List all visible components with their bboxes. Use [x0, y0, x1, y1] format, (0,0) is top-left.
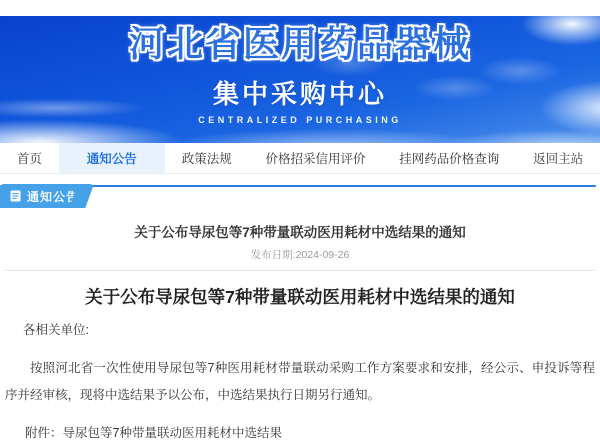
nav-item-notices[interactable]: 通知公告 — [59, 143, 165, 173]
site-title: 河北省医用药品器械 — [128, 23, 471, 64]
salutation: 各相关单位: — [23, 323, 89, 337]
breadcrumb-label: 通知公告 — [27, 189, 80, 204]
site-banner — [0, 16, 600, 143]
nav-item-return-main-site[interactable]: 返回主站 — [533, 152, 584, 166]
document-title: 关于公布导尿包等7种带量联动医用耗材中选结果的通知 — [85, 287, 515, 307]
nav-item-policies[interactable]: 政策法规 — [181, 152, 232, 166]
title-divider — [5, 270, 595, 271]
publish-date: 发布日期:2024-09-26 — [250, 249, 350, 261]
breadcrumb — [0, 184, 600, 208]
site-subtitle-english: CENTRALIZED PURCHASING — [198, 115, 402, 125]
nav-item-home[interactable]: 首页 — [16, 152, 42, 166]
document-icon — [10, 190, 21, 202]
attachment-link[interactable]: 附件：导尿包等7种带量联动医用耗材中选结果 — [25, 426, 282, 440]
breadcrumb-tab-notices[interactable] — [0, 184, 80, 208]
article — [0, 221, 600, 441]
site-subtitle: 集中采购中心 — [212, 79, 387, 109]
notice-body-paragraph: 按照河北省一次性使用导尿包等7种医用耗材带量联动采购工作方案要求和安排，经公示、申投诉等程序并经审核，现将中选结果予以公布，中选结果执行日期另行通知。 — [5, 361, 595, 402]
nav-item-price-credit-evaluation[interactable]: 价格招采信用评价 — [265, 152, 366, 166]
notice-title: 关于公布导尿包等7种带量联动医用耗材中选结果的通知 — [134, 225, 466, 240]
nav-item-drug-price-query[interactable]: 挂网药品价格查询 — [399, 152, 500, 166]
main-nav — [0, 143, 600, 174]
